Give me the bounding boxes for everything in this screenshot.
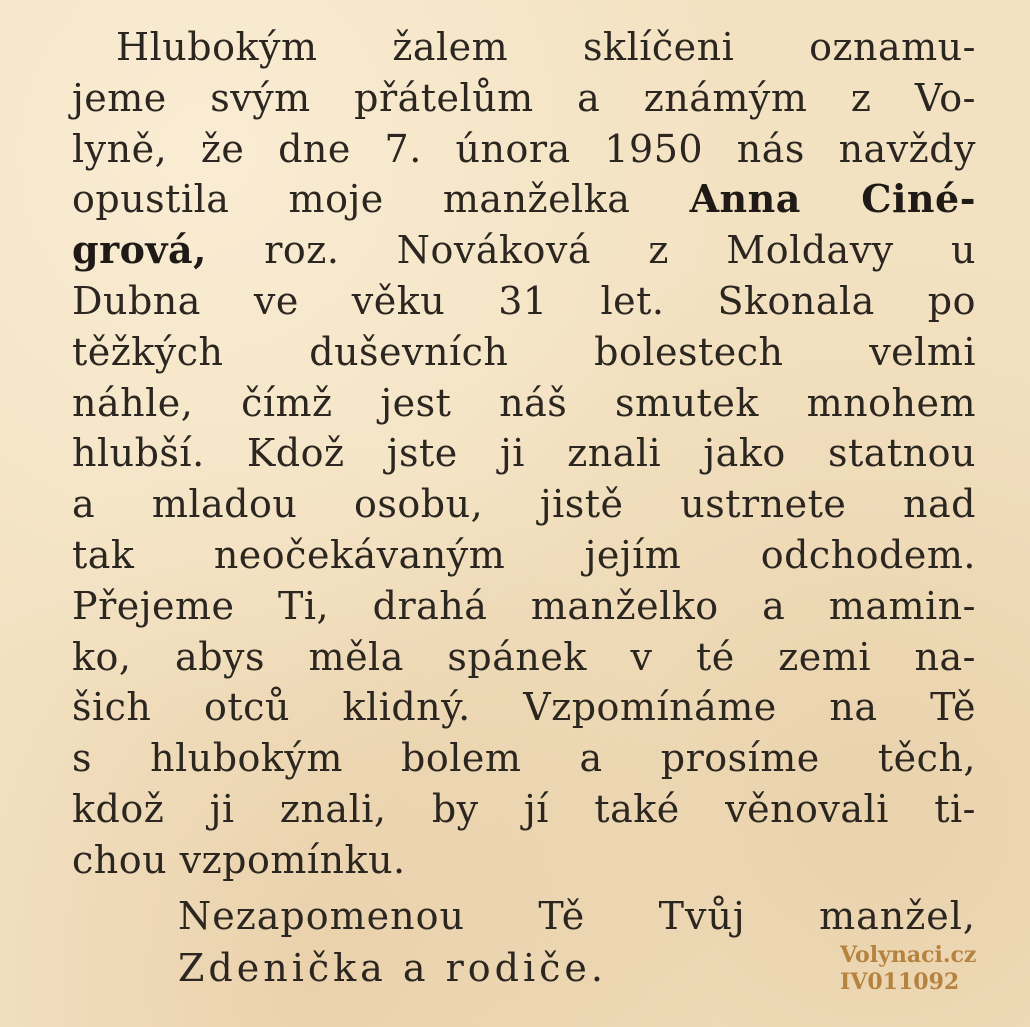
obituary-notice (72, 22, 976, 886)
deceased-name: Anna Ciné- (689, 176, 976, 222)
deceased-name-continued: grová, (72, 227, 207, 273)
watermark-id: IV011092 (840, 969, 960, 995)
notice-line: Dubna ve věku 31 let. Skonala po (72, 278, 976, 323)
watermark (840, 942, 976, 996)
notice-line (72, 174, 976, 225)
notice-line: hlubší. Kdož jste ji znali jako statnou (72, 431, 976, 476)
signature-line: Zdenička a rodiče. (178, 946, 607, 990)
notice-line: a mladou osobu, jistě ustrnete nad (72, 482, 976, 527)
notice-line: těžkých duševních bolestech velmi (72, 329, 976, 374)
watermark-site: Volynaci.cz (840, 942, 977, 968)
notice-line: lyně, že dne 7. února 1950 nás navždy (72, 126, 976, 171)
notice-line-text: roz. Nováková z Moldavy u (264, 228, 976, 273)
notice-line: tak neočekávaným jejím odchodem. (72, 532, 976, 577)
notice-line (72, 225, 976, 276)
notice-line-text: opustila moje manželka (72, 177, 631, 222)
notice-line: náhle, čímž jest náš smutek mnohem (72, 380, 976, 425)
notice-line: Hlubokým žalem sklíčeni oznamu- (116, 25, 976, 69)
notice-line: s hlubokým bolem a prosíme těch, (72, 736, 976, 781)
notice-line: ko, abys měla spánek v té zemi na- (72, 634, 976, 679)
notice-line: kdož ji znali, by jí také věnovali ti- (72, 786, 976, 831)
notice-line: Přejeme Ti, drahá manželko a mamin- (72, 583, 976, 628)
notice-line: šich otců klidný. Vzpomínáme na Tě (72, 685, 976, 730)
signature-line: Nezapomenou Tě Tvůj manžel, (178, 894, 976, 938)
notice-line: chou vzpomínku. (72, 837, 406, 882)
notice-line: jeme svým přátelům a známým z Vo- (72, 75, 976, 120)
